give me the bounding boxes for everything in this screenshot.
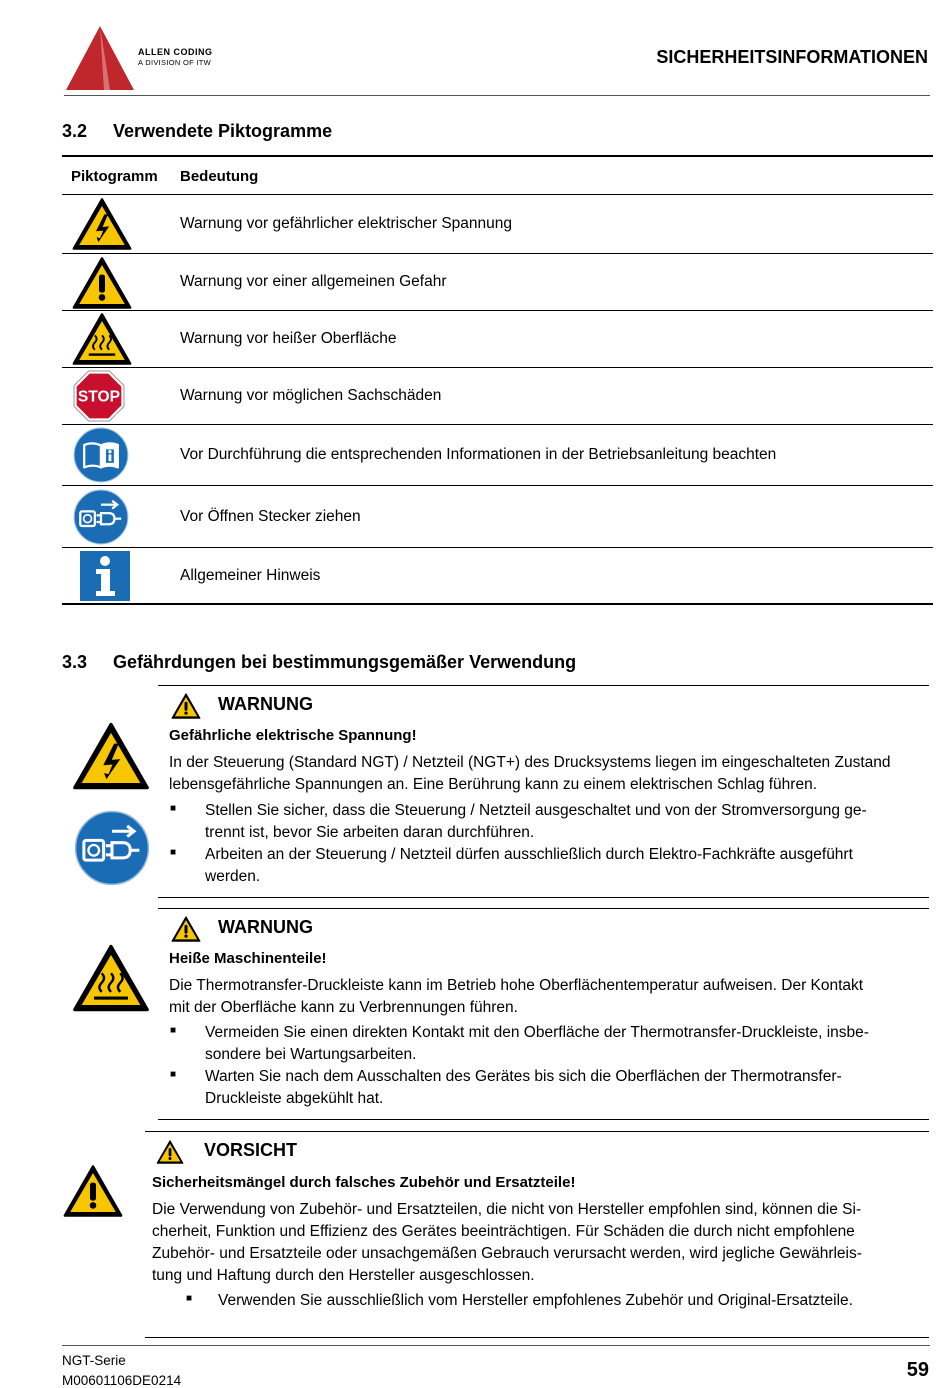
stop-sign-icon xyxy=(73,370,125,422)
page-number: 59 xyxy=(906,1359,929,1381)
svg-text:STOP: STOP xyxy=(77,388,121,406)
box-text-line: Die Thermotransfer-Druckleiste kann im Betrieb hohe Oberflächentemperatur aufweisen. Der Kontakt xyxy=(169,977,864,994)
warning-small-icon xyxy=(171,916,201,942)
table-row-text: Warnung vor gefährlicher elektrischer Spannung xyxy=(180,215,512,232)
box-signal-word: WARNUNG xyxy=(218,694,313,714)
bullet-text: sondere bei Wartungsarbeiten. xyxy=(205,1046,417,1063)
box-text-line: cherheit, Funktion und Effizienz des Gerätes beeinträchtigen. Für Schäden die durch nicht empfohlene xyxy=(152,1223,855,1240)
bullet-text: trennt ist, bevor Sie arbeiten daran durchführen. xyxy=(205,824,535,841)
box-text-line: Zubehör- und Ersatzteile oder unsachgemäßen Gebrauch verursacht werden, wird jegliche Gewährleis- xyxy=(152,1245,862,1262)
bullet-marker: ■ xyxy=(186,1293,193,1304)
table-row-text: Warnung vor einer allgemeinen Gefahr xyxy=(180,273,447,290)
box-subtitle: Heiße Maschinenteile! xyxy=(169,950,327,967)
hot-surface-warning-icon xyxy=(72,312,132,366)
table-row-text: Vor Öffnen Stecker ziehen xyxy=(180,508,361,525)
read-manual-icon xyxy=(73,427,129,483)
bullet-text: Arbeiten an der Steuerung / Netzteil dürfen ausschließlich durch Elektro-Fachkräfte ausgeführt xyxy=(205,846,853,863)
bullet-marker: ■ xyxy=(170,1069,177,1080)
section-3-2-title: Verwendete Piktogramme xyxy=(113,121,333,141)
bullet-text: Vermeiden Sie einen direkten Kontakt mit den Oberfläche der Thermotransfer-Druckleiste, insbe- xyxy=(205,1024,869,1041)
box-signal-word: WARNUNG xyxy=(218,917,313,937)
box-text-line: In der Steuerung (Standard NGT) / Netzteil (NGT+) des Drucksystems liegen im eingeschalteten Zustand xyxy=(169,754,891,771)
logo-division: A DIVISION OF ITW xyxy=(138,58,212,67)
section-3-3-title: Gefährdungen bei bestimmungsgemäßer Verwendung xyxy=(113,652,577,672)
column-header-bedeutung: Bedeutung xyxy=(180,168,259,185)
header-divider xyxy=(64,95,930,96)
hot-surface-warning-icon xyxy=(72,944,150,1012)
general-danger-warning-icon xyxy=(72,256,132,310)
box-text-line: mit der Oberfläche kann zu Verbrennungen führen. xyxy=(169,999,518,1016)
column-header-piktogramm: Piktogramm xyxy=(71,168,158,185)
table-row-text: Warnung vor heißer Oberfläche xyxy=(180,330,397,347)
unplug-icon xyxy=(73,489,129,545)
box-text-line: lebensgefährliche Spannungen an. Eine Berührung kann zu einem elektrischen Schlag führen. xyxy=(169,776,817,793)
header-section-title: SICHERHEITSINFORMATIONEN xyxy=(656,47,928,67)
info-icon xyxy=(80,551,130,601)
table-row-text: Allgemeiner Hinweis xyxy=(180,567,321,584)
warning-small-icon xyxy=(171,693,201,719)
footer-divider xyxy=(62,1345,930,1346)
footer-series: NGT-Serie xyxy=(62,1353,126,1368)
section-3-3-number: 3.3 xyxy=(62,652,88,672)
logo-company-name: ALLEN CODING xyxy=(138,47,213,57)
footer-doc-number: M00601106DE0214 xyxy=(62,1373,182,1388)
section-3-2-number: 3.2 xyxy=(62,121,88,141)
bullet-marker: ■ xyxy=(170,803,177,814)
warning-small-icon xyxy=(156,1140,184,1164)
bullet-text: Warten Sie nach dem Ausschalten des Gerätes bis sich die Oberflächen der Thermotransfer- xyxy=(205,1068,842,1085)
box-subtitle: Gefährliche elektrische Spannung! xyxy=(169,727,417,744)
bullet-text: werden. xyxy=(205,868,261,885)
electric-voltage-warning-icon xyxy=(72,722,150,790)
bullet-text: Stellen Sie sicher, dass die Steuerung / Netzteil ausgeschaltet und von der Stromversorgung ge- xyxy=(205,802,867,819)
bullet-marker: ■ xyxy=(170,1025,177,1036)
bullet-text: Druckleiste abgekühlt hat. xyxy=(205,1090,384,1107)
bullet-text: Verwenden Sie ausschließlich vom Hersteller empfohlenes Zubehör und Original-Ersatzteile. xyxy=(218,1292,853,1309)
bullet-marker: ■ xyxy=(170,847,177,858)
table-row-text: Warnung vor möglichen Sachschäden xyxy=(180,387,442,404)
electric-voltage-warning-icon xyxy=(72,197,132,251)
table-row-text: Vor Durchführung die entsprechenden Informationen in der Betriebsanleitung beachten xyxy=(180,446,777,463)
general-danger-warning-icon xyxy=(63,1164,123,1218)
box-text-line: Die Verwendung von Zubehör- und Ersatzteilen, die nicht von Hersteller empfohlen sind, können die Si- xyxy=(152,1201,862,1218)
box-subtitle: Sicherheitsmängel durch falsches Zubehör und Ersatzteile! xyxy=(152,1174,576,1191)
box-signal-word: VORSICHT xyxy=(204,1140,298,1160)
unplug-icon xyxy=(74,810,150,886)
box-text-line: tung und Haftung durch den Hersteller ausgeschlossen. xyxy=(152,1267,535,1284)
company-logo xyxy=(64,24,136,92)
logo-mark-icon xyxy=(66,26,134,90)
